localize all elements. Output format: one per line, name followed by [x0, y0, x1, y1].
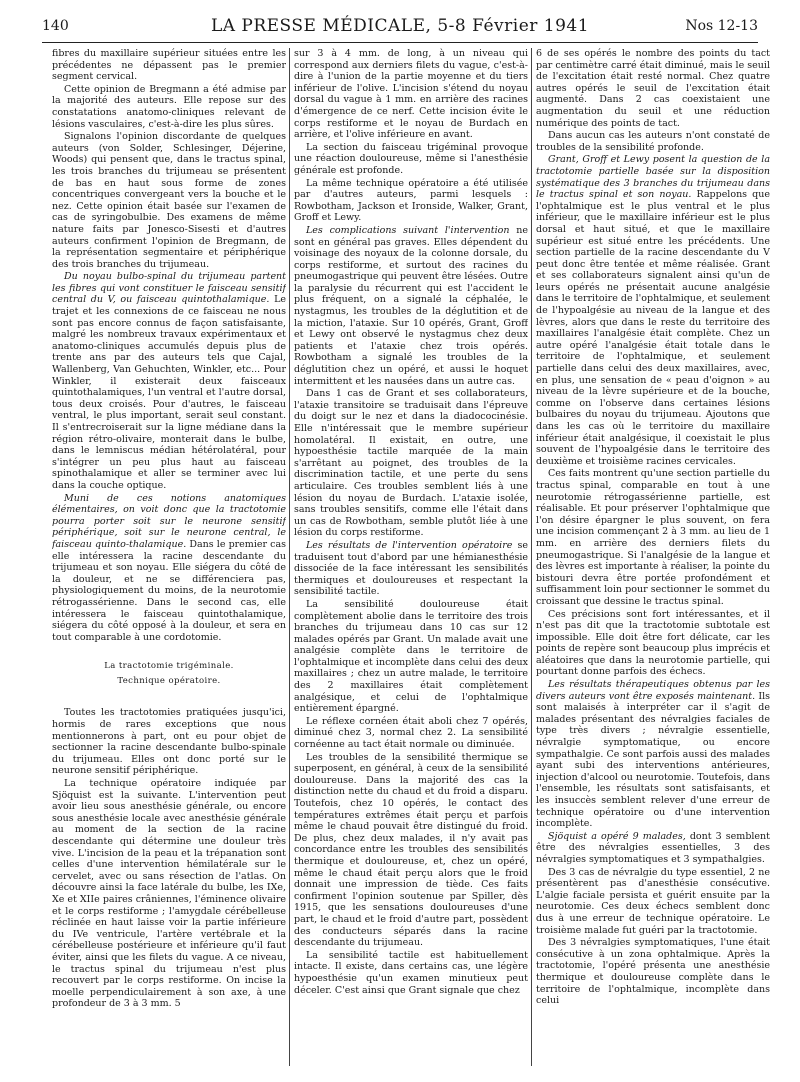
issue-date: 5-8 Février 1941 [437, 16, 590, 36]
page-number: 140 [42, 18, 69, 34]
paragraph: Ces faits montrent qu'une section partielle du tractus spinal, comparable en tout à une neurotomie rétrogassérienne partielle, est réalisable. Et pour préserver l'ophtalmique que l'on désire épargner le plus souvent, on fera une incision commençant 2 à 3 mm. au lieu de 1 mm. en arrière des derniers filets du pneumogastrique. Si l'analgésie de la langue et des lèvres est importante à réaliser, la pointe du bistouri devra être portée profondément et suffisamment loin pour sectionner le sommet du croissant que dessine le tractus spinal. [536, 468, 770, 607]
journal-name: LA PRESSE MÉDICALE, [210, 16, 432, 36]
paragraph: Dans 1 cas de Grant et ses collaborateurs, l'ataxie transitoire se traduisait dans l'épreuve du doigt sur le nez et dans la diadococinésie. Elle n'intéressait que le membre supérieur homolatéral. Il existait, en outre, une hypoesthésie tactile marquée de la main s'arrêtant au poignet, des troubles de la discrimination tactile, et une perte du sens articulaire. Ces troubles semblent liés à une lésion du noyau de Burdach. L'ataxie isolée, sans troubles sensitifs, comme elle l'était dans un cas de Rowbotham, semble plutôt liée à une lésion du corps restiforme. [294, 388, 528, 539]
column-2 [294, 48, 528, 1066]
paragraph [536, 831, 770, 866]
italic-lead: Muni de ces notions anatomiques élémentaires, on voit donc que la tractotomie pourra porter soit sur le neurone sensitif périphérique, soit sur le neurone central, le faisceau quinto-thalamique. [52, 492, 286, 550]
paragraph-text: dont 3 semblent être des névralgies essentielles, 3 des névralgies symptomatiques et 3 sympathalgies. [536, 830, 770, 865]
paragraph-text: Dans le premier cas elle intéressera la racine descendante du trijumeau et son noyau. Elle siégera du côté de la douleur, et ne se différenciera pas, physiologiquement du moins, de la neurotomie rétrogassérienne. Dans le second cas, elle intéressera le faisceau quintothalamique, siégera du côté opposé à la douleur, et sera en tout comparable à une cordotomie. [52, 538, 286, 643]
paragraph: La sensibilité douloureuse était complètement abolie dans le territoire des trois branches du trijumeau dans 10 cas sur 12 malades opérés par Grant. Un malade avait une analgésie complète dans le territoire de l'ophtalmique et incomplète dans celui des deux maxillaires ; chez un autre malade, le territoire des 2 maxillaires était complètement analgésique, et celui de l'ophtalmique entièrement épargné. [294, 598, 528, 715]
paragraph: 6 de ses opérés le nombre des points du tact par centimètre carré était diminué, mais le seuil de l'excitation était resté normal. Chez quatre autres opérés le seuil de l'excitation était augmenté. Dans 2 cas coexistaient une augmentation du seuil et une réduction numérique des points de tact. [536, 48, 770, 129]
column-divider [531, 48, 532, 1066]
paragraph: Des 3 cas de névralgie du type essentiel, 2 ne présentèrent pas d'anesthésie consécutive. L'algie faciale persista et guérit ensuite par la neurotomie. Ces deux échecs semblent donc dus à une erreur de technique opératoire. Le troisième malade fut guéri par la tractotomie. [536, 866, 770, 936]
paragraph-text: se traduisent tout d'abord par une hémianesthésie dissociée de la face intéressant les sensibilités thermiques et douloureuses et respectant la sensibilité tactile. [294, 539, 528, 598]
paragraph [536, 679, 770, 830]
paragraph [536, 154, 770, 467]
paragraph: Les troubles de la sensibilité thermique se superposent, en général, à ceux de la sensibilité douloureuse. Dans la majorité des cas la distinction nette du chaud et du froid a disparu. Toutefois, chez 10 opérés, le contact des températures extrêmes était perçu et parfois même le chaud pouvait être distingué du froid. De plus, chez deux malades, il n'y avait pas concordance entre les troubles des sensibilités thermique et douloureuse, et, chez un opéré, même le chaud était perçu alors que le froid donnait une impression de tiède. Ces faits confirment l'opinion soutenue par Spiller, dès 1915, que les sensations douloureuses d'une part, le chaud et le froid d'autre part, possèdent des conducteurs séparés dans la racine descendante du trijumeau. [294, 751, 528, 949]
paragraph: La même technique opératoire a été utilisée par d'autres auteurs, parmi lesquels : Rowbotham, Jackson et Ironside, Walker, Grant, Groff et Lewy. [294, 177, 528, 224]
paragraph: Le réflexe cornéen était aboli chez 7 opérés, diminué chez 3, normal chez 2. La sensibilité cornéenne au tact était normale ou diminuée. [294, 715, 528, 751]
paragraph: La sensibilité tactile est habituellement intacte. Il existe, dans certains cas, une légère hypoesthésie qu'un examen minutieux peut déceler. C'est ainsi que Grant signale que chez [294, 949, 528, 996]
italic-lead: Sjöquist a opéré 9 malades, [548, 830, 686, 842]
paragraph [52, 493, 286, 644]
column-divider [289, 48, 290, 1066]
page-header [42, 16, 758, 38]
paragraph [294, 540, 528, 598]
journal-title [42, 16, 758, 36]
paragraph: Dans aucun cas les auteurs n'ont constaté de troubles de la sensibilité profonde. [536, 130, 770, 153]
paragraph: La section du faisceau trigéminal provoque une réaction douloureuse, même si l'anesthésie générale est profonde. [294, 141, 528, 176]
paragraph-text: ne sont en général pas graves. Elles dépendent du voisinage des noyaux de la colonne dorsale, du corps restiforme, et surtout des racines du pneumogastrique qui peuvent être lésées. Outre la paralysie du récurrent qui est l'accident le plus fréquent, on a signalé la céphalée, le nystagmus, les troubles de la déglutition et de la miction, l'ataxie. Sur 10 opérés, Grant, Groff et Lewy ont observé le nystagmus chez deux patients et l'ataxie chez trois opérés. Rowbotham a signalé les troubles de la déglutition chez un opéré, et aussi le hoquet intermittent et les nausées dans un autre cas. [294, 224, 528, 387]
paragraph [294, 225, 528, 387]
italic-lead: Les résultats de l'intervention opératoire [306, 539, 513, 551]
paragraph-text: Rappelons que l'ophtalmique est le plus ventral et le plus inférieur, que le maxillaire inférieur est le plus dorsal et haut situé, et que le maxillaire supérieur est situé entre les précédents. Une section partielle de la racine descendante du V peut donc être tentée et même réalisée. Grant et ses collaborateurs signalent ainsi qu'un de leurs opérés ne présentait aucune analgésie dans le territoire de l'ophtalmique, et seulement de l'hypoalgésie au niveau de la langue et des lèvres, alors que dans le reste du territoire des maxillaires l'analgésie était complète. Chez un autre opéré l'analgésie était totale dans le territoire de l'ophtalmique, et seulement partielle dans celui des deux maxillaires, avec, en plus, une sensation de « peau d'oignon » au niveau de la lèvre supérieure et de la bouche, comme on l'observe dans certaines lésions bulbaires du noyau du trijumeau. Ajoutons que dans les cas où le territoire du maxillaire inférieur était analgésique, il coexistait le plus souvent de l'hypoalgésie dans le territoire des deuxième et troisième racines cervicales. [536, 189, 770, 467]
paragraph: Ces précisions sont fort intéressantes, et il n'est pas dit que la tractotomie subtotale est impossible. Elle doit être fort délicate, car les points de repère sont beaucoup plus imprécis et aléatoires que dans la neurotomie partielle, qui pourtant donne parfois des échecs. [536, 608, 770, 678]
column-3 [536, 48, 770, 1066]
paragraph-text: Ils sont malaisés à interpréter car il s'agit de malades présentant des névralgies faciales de type très divers ; névralgie essentielle, névralgie symptomatique, ou encore sympathalgie. Ce sont parfois aussi des malades ayant subi des interventions antérieures, injection d'alcool ou neurotomie. Toutefois, dans l'ensemble, les résultats sont satisfaisants, et les insuccès semblent relever d'une erreur de technique opératoire ou d'une intervention incomplète. [536, 690, 770, 830]
section-title: La tractotomie trigéminale. [104, 661, 234, 672]
paragraph [52, 271, 286, 491]
italic-lead: Les complications suivant l'intervention [306, 224, 510, 236]
paragraph: Toutes les tractotomies pratiquées jusqu'ici, hormis de rares exceptions que nous mentionnerons à part, ont eu pour objet de sectionner la racine descendante bulbo-spinale du trijumeau. Elles ont donc porté sur le neurone sensitif périphérique. [52, 707, 286, 777]
issue-number: Nos 12-13 [685, 18, 758, 34]
paragraph: Signalons l'opinion discordante de quelques auteurs (von Solder, Schlesinger, Déjerine, Woods) qui pensent que, dans le tractus spinal, les trois branches du trijumeau se présentent de bas en haut sous forme de zones concentriques convergeant vers la bouche et le nez. Cette opinion était basée sur l'examen de cas de syringobulbie. Des examens de même nature faits par Jonesco-Sisesti et d'autres auteurs confirment l'opinion de Bregmann, de la représentation segmentaire et périphérique des trois branches du trijumeau. [52, 131, 286, 270]
italic-lead: Les résultats thérapeutiques obtenus par les divers auteurs vont être exposés maintenant. [536, 679, 770, 702]
column-1 [52, 48, 286, 1066]
header-rule [42, 42, 758, 43]
paragraph: La technique opératoire indiquée par Sjöquist est la suivante. L'intervention peut avoir lieu sous anesthésie générale, ou encore sous anesthésie locale avec anesthésie générale au moment de la section de la racine descendante qui détermine une douleur très vive. L'incision de la peau et la trépanation sont celles d'une intervention hémilatérale sur le cervelet, avec ou sans résection de l'atlas. On découvre ainsi la face latérale du bulbe, les IXe, Xe et XIIe paires crâniennes, l'éminence olivaire et le corps restiforme ; l'amygdale cérébelleuse réclinée en haut laisse voir la partie inférieure du IVe ventricule, l'artère vertébrale et la cérébelleuse postérieure et inférieure qu'il faut éviter, ainsi que les filets du vague. A ce niveau, le tractus spinal du trijumeau n'est plus recouvert par le corps restiforme. On incise la moelle perpendiculairement à son axe, à une profondeur de 3 à 3 mm. 5 [52, 778, 286, 1010]
paragraph: fibres du maxillaire supérieur situées entre les précédentes ne dépassent pas le premier segment cervical. [52, 48, 286, 83]
paragraph: Des 3 névralgies symptomatiques, l'une était consécutive à un zona ophtalmique. Après la tractotomie, l'opéré présenta une anesthésie thermique et douloureuse complète dans le territoire de l'ophtalmique, incomplète dans celui [536, 937, 770, 1007]
section-subtitle: Technique opératoire. [117, 675, 221, 686]
italic-lead: Du noyau bulbo-spinal du trijumeau partent les fibres qui vont constituer le faisceau sensitif central du V, ou faisceau quintothalamique. [52, 271, 286, 306]
paragraph-text: Le trajet et les connexions de ce faisceau ne nous sont pas encore connus de façon satisfaisante, malgré les nombreux travaux expérimentaux et anatomo-cliniques accumulés depuis plus de trente ans par des auteurs tels que Cajal, Wallenberg, Van Gehuchten, Winkler, etc... Pour Winkler, il existerait deux faisceaux quintothalamiques, l'un ventral et l'autre dorsal, tous deux croisés. Pour d'autres, le faisceau ventral, le plus important, serait seul constant. Il s'entrecroiserait sur la ligne médiane dans la région rétro-olivaire, monterait dans le bulbe, dans le lemniscus médian hétérolatéral, pour s'intégrer un peu plus haut au faisceau spinothalamique et aller se terminer avec lui dans la couche optique. [52, 294, 286, 491]
paragraph: sur 3 à 4 mm. de long, à un niveau qui correspond aux derniers filets du vague, c'est-à-dire à l'union de la partie moyenne et du tiers inférieur de l'olive. L'incision s'étend du noyau dorsal du vague à 1 mm. en arrière des racines d'émergence de ce nerf. Cette incision évite le corps restiforme et le noyau de Burdach en arrière, et l'olive inférieure en avant. [294, 48, 528, 141]
paragraph: Cette opinion de Bregmann a été admise par la majorité des auteurs. Elle repose sur des constatations anatomo-cliniques relevant de lésions vasculaires, c'est-à-dire les plus sûres. [52, 83, 286, 130]
italic-lead: Grant, Groff et Lewy posent la question de la tractotomie partielle basée sur la disposition systématique des 3 branches du trijumeau dans le tractus spinal et son noyau. [536, 154, 770, 201]
